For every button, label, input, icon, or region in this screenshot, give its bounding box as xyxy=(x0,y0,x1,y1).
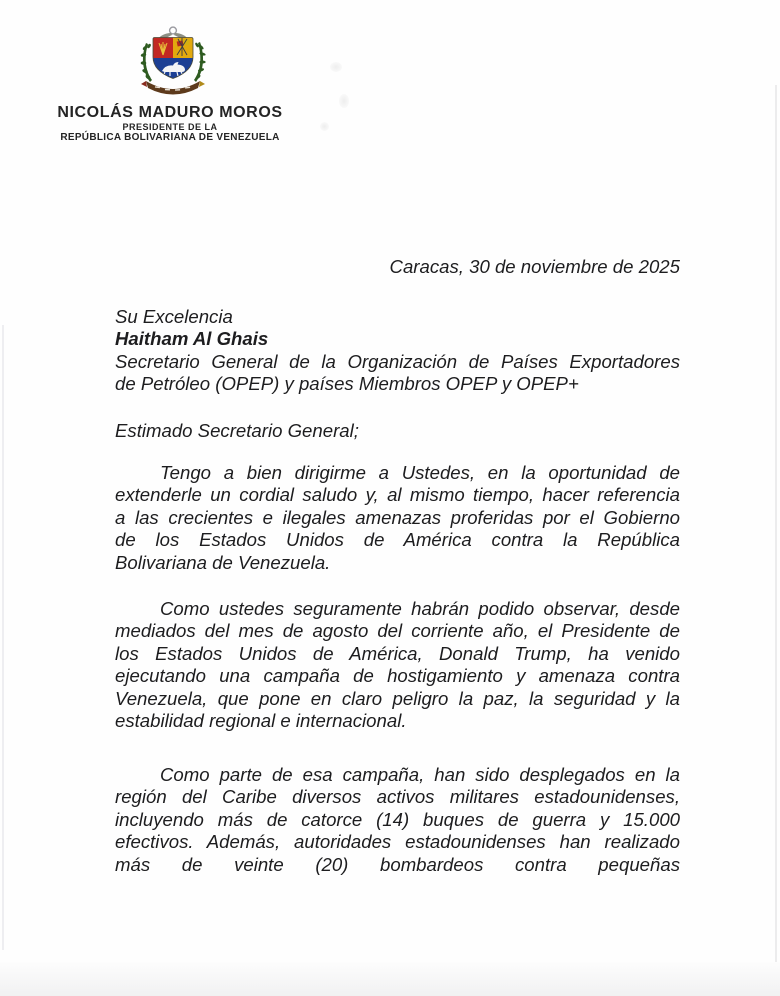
letterhead-name: NICOLÁS MADURO MOROS xyxy=(57,104,283,121)
letter-line: Como ustedes seguramente habrán podido observar, desde xyxy=(160,598,680,619)
letter-line: extenderle un cordial saludo y, al mismo tiempo, hacer referencia xyxy=(115,484,680,506)
letter-line: región del Caribe diversos activos militares estadounidenses, xyxy=(115,786,680,808)
letterhead-title-line2: REPÚBLICA BOLIVARIANA DE VENEZUELA xyxy=(60,132,280,143)
scan-smudge xyxy=(320,122,329,131)
letter-line: más de veinte (20) bombardeos contra pequeñas xyxy=(115,853,680,875)
letter-line: Tengo a bien dirigirme a Ustedes, en la oportunidad de xyxy=(160,462,680,483)
venezuela-coat-of-arms-icon xyxy=(137,24,209,100)
letter-line: de Petróleo (OPEP) y países Miembros OPEP y OPEP+ xyxy=(115,373,579,395)
letter-line: mediados del mes de agosto del corriente año, el Presidente de xyxy=(115,620,680,642)
letter-line: ejecutando una campaña de hostigamiento y amenaza contra xyxy=(115,665,680,687)
letter-line: los Estados Unidos de América, Donald Trump, ha venido xyxy=(115,642,680,664)
letter-line: Secretario General de la Organización de Países Exportadores xyxy=(115,350,680,372)
scan-smudge xyxy=(339,94,349,108)
salutation: Estimado Secretario General; xyxy=(115,420,359,441)
scan-edge-right xyxy=(775,85,777,996)
letter-line: Su Excelencia xyxy=(115,306,233,327)
letter-line: incluyendo más de catorce (14) buques de guerra y 15.000 xyxy=(115,808,680,830)
letter-line: a las crecientes e ilegales amenazas proferidas por el Gobierno xyxy=(115,506,680,528)
letter-line: Como parte de esa campaña, han sido desplegados en la xyxy=(160,764,680,785)
letter-line: Venezuela, que pone en claro peligro la paz, la seguridad y la xyxy=(115,687,680,709)
letter-line: Haitham Al Ghais xyxy=(115,328,269,350)
letter-line: de los Estados Unidos de América contra la República xyxy=(115,529,680,551)
date-line: Caracas, 30 de noviembre de 2025 xyxy=(389,256,680,277)
letter-line: estabilidad regional e internacional. xyxy=(115,710,407,732)
letter-line: Bolivariana de Venezuela. xyxy=(115,551,331,573)
paragraph-2 xyxy=(115,598,680,732)
scan-bottom-shade xyxy=(0,962,780,996)
recipient-block xyxy=(115,306,680,396)
letterhead-title-line1: PRESIDENTE DE LA xyxy=(122,122,218,132)
scan-smudge xyxy=(330,62,342,72)
scan-edge-left xyxy=(2,325,4,950)
letter-line: efectivos. Además, autoridades estadounidenses han realizado xyxy=(115,831,680,853)
paragraph-3 xyxy=(115,764,680,876)
paragraph-1 xyxy=(115,462,680,574)
